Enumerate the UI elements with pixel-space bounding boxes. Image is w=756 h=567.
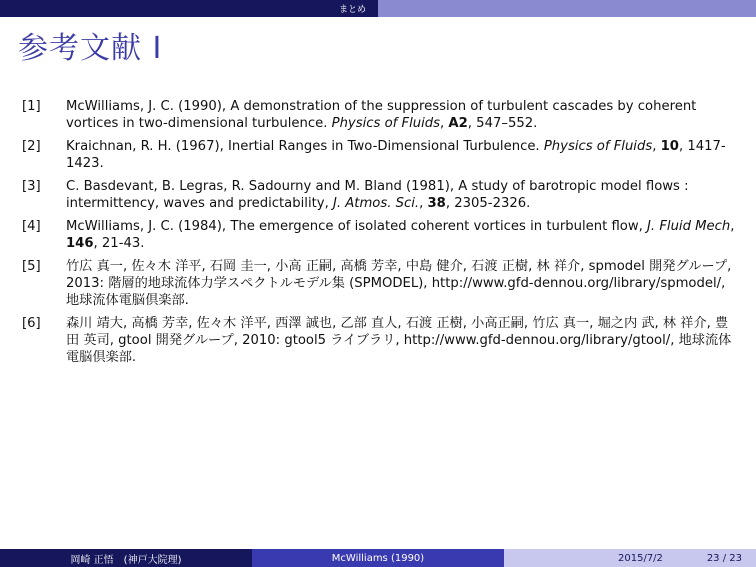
reference-text-part: McWilliams, J. C. (1990), A demonstration of the suppression of turbulent cascades by coherent vortices in two-dimensional turbulence. — [66, 99, 697, 131]
footer-page-number: 23 / 23 — [706, 552, 742, 564]
reference-item — [22, 138, 738, 172]
footer-talk-title: McWilliams (1990) — [252, 549, 504, 567]
reference-text-part: , 547–552. — [467, 116, 538, 131]
reference-number: [6] — [22, 316, 41, 331]
reference-text-part: McWilliams, J. C. (1984), The emergence of isolated coherent vortices in turbulent flow, — [66, 219, 648, 234]
top-nav-bar — [0, 0, 756, 17]
slide-title: 参考文献 I — [18, 31, 163, 66]
reference-text-part: 竹広 真一, 佐々木 洋平, 石岡 圭一, 小高 正嗣, 高橋 芳幸, 中島 健介, 石渡 正樹, 林 祥介, spmodel 開発グループ, 2013: 階層的地球流体力学スペクトルモデル集 (SPMODEL), http://www.gfd-dennou.org/library/spmodel/, 地球流体電脳倶楽部. — [66, 259, 732, 308]
section-label: まとめ — [338, 5, 366, 15]
reference-text-part: , — [440, 116, 449, 131]
reference-item — [22, 218, 738, 252]
section-indicator[interactable] — [0, 0, 378, 17]
reference-text — [66, 258, 738, 309]
reference-text — [66, 315, 738, 366]
reference-text-part: J. Atmos. Sci. — [332, 196, 420, 211]
reference-number: [4] — [22, 219, 41, 234]
footer-date: 2015/7/2 — [618, 552, 663, 564]
reference-number: [3] — [22, 179, 41, 194]
reference-text-part: 38 — [427, 196, 446, 211]
reference-text-part: , — [730, 219, 735, 234]
reference-text-part: 10 — [660, 139, 679, 154]
top-bar-right — [378, 0, 756, 17]
reference-text-part: , 21-43. — [93, 236, 145, 251]
reference-item — [22, 258, 738, 309]
reference-text-part: 146 — [66, 236, 94, 251]
reference-text-part: , — [419, 196, 428, 211]
reference-text-part: , — [652, 139, 661, 154]
reference-text-part: Physics of Fluids — [543, 139, 653, 154]
reference-text-part: , 2305-2326. — [445, 196, 531, 211]
reference-text-part: 森川 靖大, 高橋 芳幸, 佐々木 洋平, 西澤 誠也, 乙部 直人, 石渡 正樹, 小高正嗣, 竹広 真一, 堀之内 武, 林 祥介, 豊田 英司, gtool 開発グループ, 2010: gtool5 ライブラリ, http://www.gfd-dennou.org/library/gtool/, 地球流体電脳倶楽部. — [66, 316, 732, 365]
reference-text — [66, 138, 738, 172]
reference-text — [66, 178, 738, 212]
reference-text-part: A2 — [448, 116, 468, 131]
reference-text-part: , 1417-1423. — [66, 139, 726, 171]
reference-number: [2] — [22, 139, 41, 154]
reference-number: [1] — [22, 99, 41, 114]
reference-text-part: Kraichnan, R. H. (1967), Inertial Ranges in Two-Dimensional Turbulence. — [66, 139, 544, 154]
reference-item — [22, 98, 738, 132]
reference-number: [5] — [22, 259, 41, 274]
reference-text-part: C. Basdevant, B. Legras, R. Sadourny and M. Bland (1981), A study of barotropic model flows : intermittency, waves and predictability, — [66, 179, 689, 211]
footer-date-page — [504, 549, 756, 567]
reference-item — [22, 178, 738, 212]
reference-item — [22, 315, 738, 366]
reference-text-part: Physics of Fluids — [331, 116, 441, 131]
footer-author: 岡崎 正悟 (神戸大院理) — [0, 549, 252, 567]
reference-text — [66, 98, 738, 132]
reference-text — [66, 218, 738, 252]
footer-bar — [0, 549, 756, 567]
reference-text-part: J. Fluid Mech — [647, 219, 731, 234]
reference-list — [22, 98, 738, 372]
